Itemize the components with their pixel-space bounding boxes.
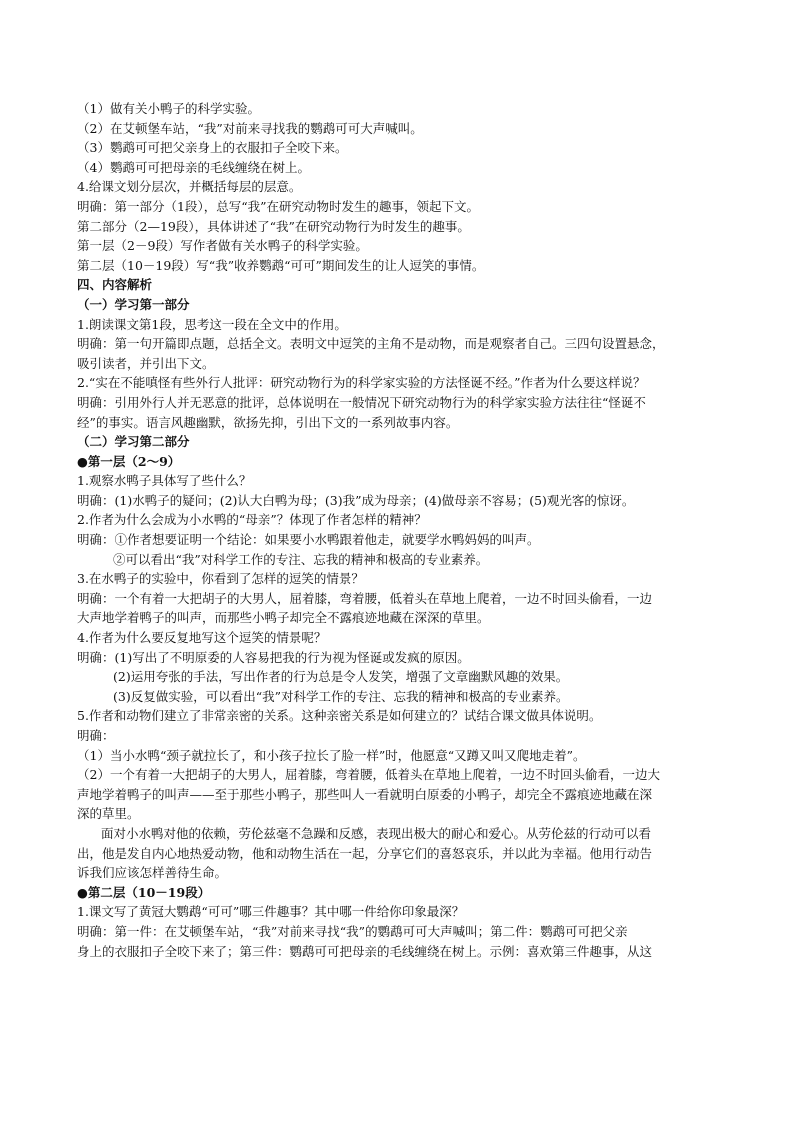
answer-line: （2）一个有着一大把胡子的大男人，屈着膝，弯着腰，低着头在草地上爬着，一边不时回头偷看，一边大 (77, 767, 660, 783)
question-line: 2.“实在不能嗔怪有些外行人批评：研究动物行为的科学家实验的方法怪诞不经。”作者为什么要这样说？ (77, 375, 646, 391)
answer-line: 明确：(1)水鸭子的疑问；(2)认大白鸭为母；(3)我”成为母亲；(4)做母亲不容易；(5)观光客的惊讶。 (77, 492, 635, 508)
answer-line: 声地学着鸭子的叫声——至于那些小鸭子，那些叫人一看就明白原委的小鸭子，却完全不露痕迹地藏在深 (77, 786, 653, 802)
answer-line: 明确：(1)写出了不明原委的人容易把我的行为视为怪诞或发疯的原因。 (77, 649, 470, 665)
paragraph-line: 出，他是发自内心地热爱动物，他和动物生活在一起，分享它们的喜怒哀乐，并以此为幸福。他用行动告 (77, 845, 653, 861)
text-line: （3）鹦鹉可可把父亲身上的衣服扣子全咬下来。 (77, 140, 348, 156)
answer-line: 明确：①作者想要证明一个结论：如果要小水鸭跟着他走，就要学水鸭妈妈的叫声。 (77, 532, 540, 548)
paragraph-line: 面对小水鸭对他的依赖，劳伦兹毫不急躁和反感，表现出极大的耐心和爱心。从劳伦兹的行动可以看 (101, 825, 652, 841)
question-line: 1.课文写了黄冠大鹦鹉“可可”哪三件趣事？其中哪一件给你印象最深？ (77, 904, 465, 920)
layer-heading: ●第二层（10－19段） (77, 884, 211, 900)
answer-line: 明确：一个有着一大把胡子的大男人，屈着膝，弯着腰，低着头在草地上爬着，一边不时回头偷看，一边 (77, 590, 653, 606)
answer-line: 明确：引用外行人并无恶意的批评，总体说明在一般情况下研究动物行为的科学家实验方法往往“怪诞不 (77, 394, 646, 410)
layer-heading: ●第一层（2～9） (77, 453, 181, 469)
paragraph-line: 诉我们应该怎样善待生命。 (77, 865, 228, 881)
answer-line: (3)反复做实验，可以看出“我”对科学工作的专注、忘我的精神和极高的专业素养。 (113, 688, 569, 704)
question-line: 1.观察水鸭子具体写了些什么？ (77, 473, 252, 489)
answer-line: 深的草里。 (77, 806, 140, 822)
answer-line: 明确：第一句开篇即点题，总括全文。表明文中逗笑的主角不是动物，而是观察者自己。三四句设置悬念， (77, 336, 665, 352)
answer-line: （1）当小水鸭“颈子就拉长了，和小孩子拉长了脸一样”时，他愿意“又蹲又叫又爬地走着”。 (77, 747, 586, 763)
question-line: 4.作者为什么要反复地写这个逗笑的情景呢？ (77, 630, 327, 646)
text-line: 第二部分（2—19段），具体讲述了“我”在研究动物行为时发生的趣事。 (77, 218, 470, 234)
answer-line: 经”的事实。语言风趣幽默，欲扬先抑，引出下文的一系列故事内容。 (77, 414, 459, 430)
question-line: 1.朗读课文第1段，思考这一段在全文中的作用。 (77, 316, 347, 332)
answer-line: (2)运用夸张的手法，写出作者的行为总是令人发笑，增强了文章幽默风趣的效果。 (113, 669, 569, 685)
text-line: （2）在艾顿堡车站，“我”对前来寻找我的鹦鹉可可大声喊叫。 (77, 120, 423, 136)
section-heading: 四、内容解析 (77, 277, 153, 293)
answer-line: 明确： (77, 728, 115, 743)
question-line: 3.在水鸭子的实验中，你看到了怎样的逗笑的情景？ (77, 571, 364, 587)
answer-line: 明确：第一部分（1段），总写“我”在研究动物时发生的趣事，领起下文。 (77, 198, 479, 214)
subsection-heading: （二）学习第二部分 (77, 434, 190, 450)
answer-line: 大声地学着鸭子的叫声，而那些小鸭子却完全不露痕迹地藏在深深的草里。 (77, 610, 490, 626)
text-line: 第一层（2－9段）写作者做有关水鸭子的科学实验。 (77, 238, 368, 254)
document-body (77, 99, 717, 961)
answer-line: 身上的衣服扣子全咬下来了；第三件：鹦鹉可可把母亲的毛线缠绕在树上。示例：喜欢第三件趣事，从这 (77, 943, 653, 959)
answer-line: 吸引读者，并引出下文。 (77, 355, 215, 371)
answer-line: ②可以看出“我”对科学工作的专注、忘我的精神和极高的专业素养。 (113, 551, 489, 567)
text-line: 第二层（10－19段）写“我”收养鹦鹉“可可”期间发生的让人逗笑的事情。 (77, 257, 485, 273)
text-line: （1）做有关小鸭子的科学实验。 (77, 101, 260, 116)
subsection-heading: （一）学习第一部分 (77, 296, 190, 312)
question-line: 2.作者为什么会成为小水鸭的“母亲”？体现了作者怎样的精神？ (77, 512, 427, 528)
text-line: （4）鹦鹉可可把母亲的毛线缠绕在树上。 (77, 159, 310, 175)
answer-line: 明确：第一件：在艾顿堡车站，“我”对前来寻找“我”的鹦鹉可可大声喊叫；第二件：鹦鹉可可把父亲 (77, 923, 628, 939)
question-line: 5.作者和动物们建立了非常亲密的关系。这种亲密关系是如何建立的？试结合课文做具体说明。 (77, 708, 602, 724)
question-line: 4.给课文划分层次，并概括每层的层意。 (77, 179, 302, 195)
